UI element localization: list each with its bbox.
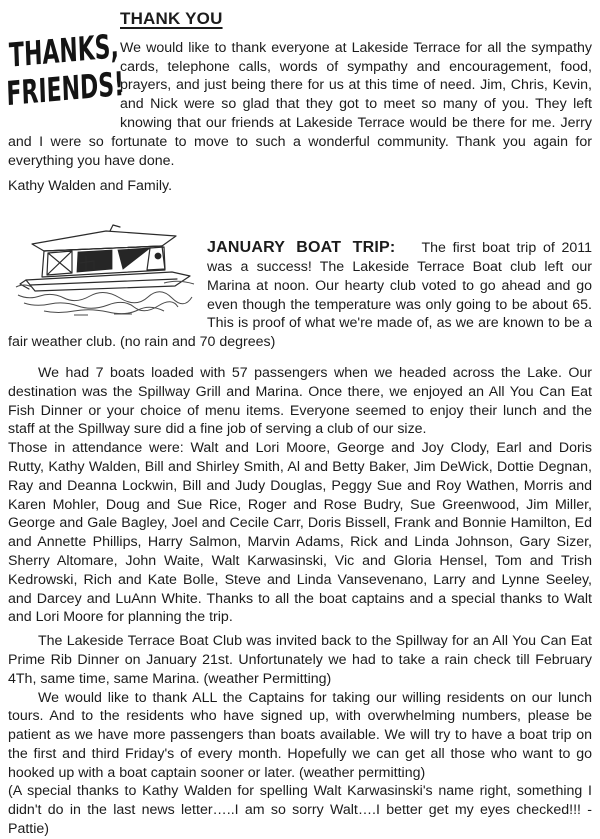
captains-thanks-paragraph: We would like to thank ALL the Captains for taking our willing residents on our lunch tours. And to the residents who have signed up, with overwhelming numbers, please be patient as we have more passengers than boats available. We will try to have a boat trip on the first and third Friday's of every month. Hopefully we can get all those who want to go hooked up with a boat captain sooner or later. (weather permitting) xyxy=(8,689,592,781)
thanks-friends-icon xyxy=(5,18,184,120)
prime-rib-paragraph: The Lakeside Terrace Boat Club was invited back to the Spillway for an All You Can Eat Prime Rib Dinner on January 21st. Unfortunately we had to take a rain check till February 4Th, same time, same Marina. (weather Permitting) xyxy=(8,633,592,687)
thank-you-section xyxy=(5,9,592,196)
boat-trip-heading: JANUARY BOAT TRIP: xyxy=(207,239,396,257)
thanks-friends-art xyxy=(5,18,184,120)
apology-note-paragraph: (A special thanks to Kathy Walden for spelling Walt Karwasinski's name right, something I didn't do in the last news letter…..I am so sorry Walt….I better get my eyes checked!!! - Pattie) xyxy=(8,783,592,838)
trip-recap-paragraph: We had 7 boats loaded with 57 passengers when we headed across the Lake. Our destination was the Spillway Grill and Marina. Once there, we enjoyed an All You Can Eat Fish Dinner or your choice of menu items. Everyone seemed to enjoy their lunch and the staff at the Spillway sure did a fine job of serving a club of our size. xyxy=(8,364,592,438)
signature-line: Kathy Walden and Family. xyxy=(8,178,173,195)
boat-trip-intro-text: The first boat trip of 2011 was a success! The Lakeside Terrace Boat club left our Marina at noon. Our hearty club voted to go ahead and go even though the temperature was only going to be about 65. This is proof of what we're made of, as we are known to be a fair weather club. (no rain and 70 degrees) xyxy=(8,240,593,351)
pontoon-boat-icon xyxy=(14,223,199,317)
thank-you-body: We would like to thank everyone at Lakeside Terrace for all the sympathy cards, telephone calls, words of sympathy and encouragement, food, prayers, and just being there for us at this time of need. Jim, Chris, Kevin, and Nick were so glad that they got to meet so many of you. They left knowing that our friends at Lakeside Terrace would be there for me. Jerry and I were so fortunate to move to such a wonderful community. Thank you again for everything you have done. xyxy=(8,39,592,169)
boat-illustration xyxy=(14,223,199,317)
thank-you-heading: THANK YOU xyxy=(120,9,223,28)
friends-word: FRIENDS! xyxy=(5,58,184,114)
boat-trip-section xyxy=(8,223,592,839)
attendance-paragraph: Those in attendance were: Walt and Lori Moore, George and Joy Clody, Earl and Doris Rutty, Kathy Walden, Bill and Shirley Smith, Al and Betty Baker, Jim DeWick, Dottie Degnan, Ray and Deanna Lockwin, Bill and Judy Douglas, Peggy Sue and Roy Wathen, Morris and Karen Mohler, Doug and Sue Rice, Roger and Rose Budry, Sue Greenwood, Jim Miller, George and Gale Bagley, Joel and Cecile Carr, Doris Bissell, Frank and Bonnie Hamilton, Ed and Annette Phillips, Harry Salmon, Marvin Adams, Rick and Linda Johnson, Gary Sizer, Sherry Altomare, John Waite, Walt Karwasinski, Vic and Gloria Hensel, Tom and Trish Kedrowski, Rich and Kate Bolle, Steve and Linda Vansevenano, Larry and Lynne Seeley, and Darcey and LuAnn White. Thanks to all the boat captains and a special thanks to Walt and Lori Moore for planning the trip. xyxy=(8,440,592,626)
thanks-word: THANKS, xyxy=(8,21,175,75)
